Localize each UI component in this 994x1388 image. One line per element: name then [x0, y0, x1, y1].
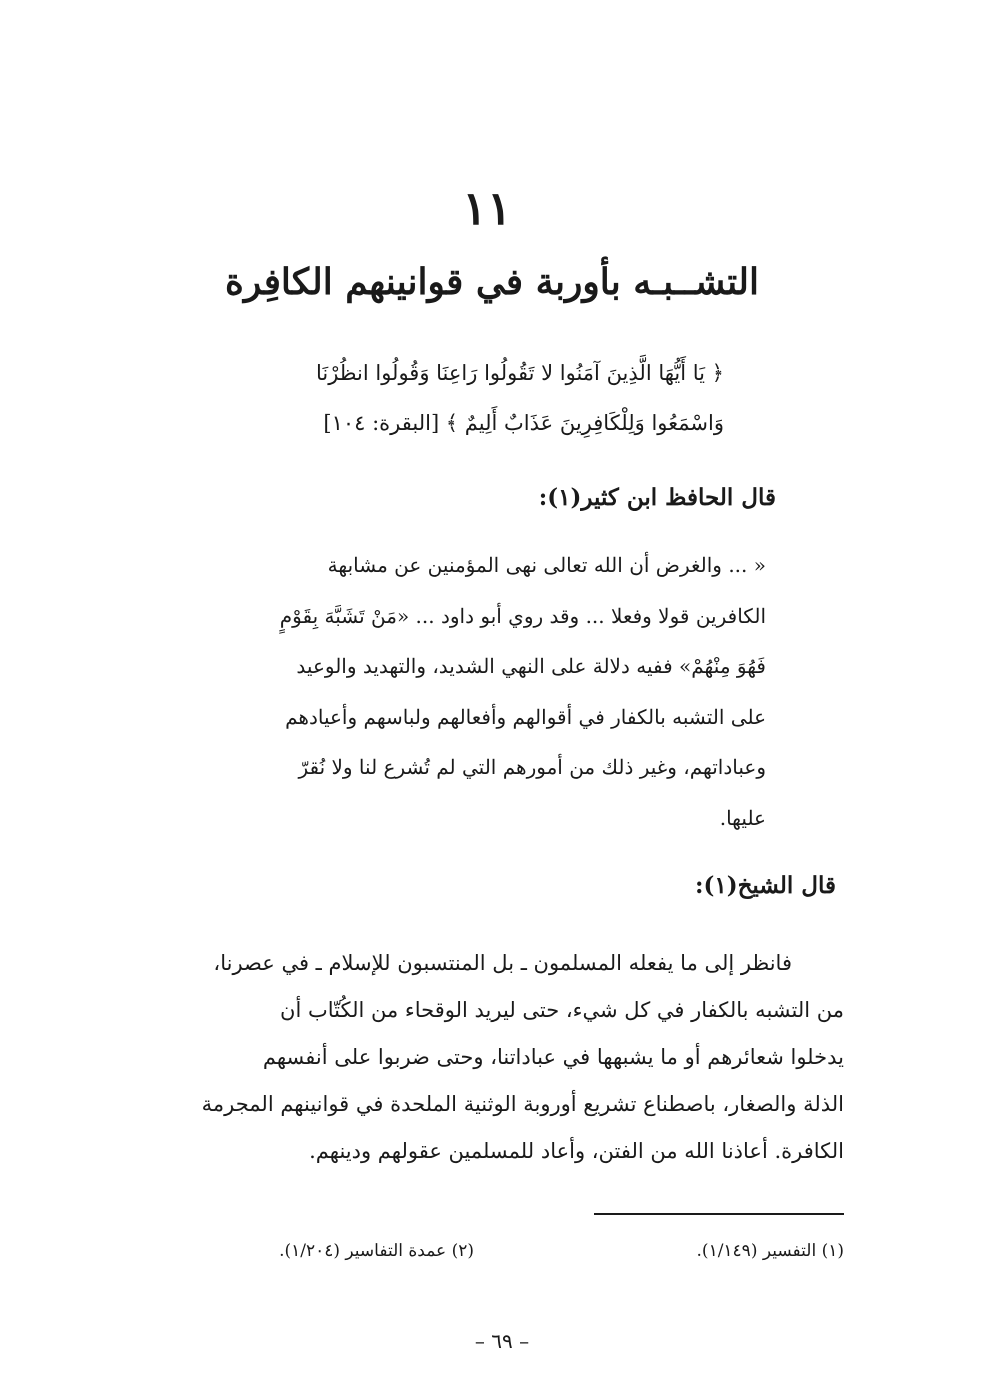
shaykh-heading: قال الشيخ(١):: [694, 872, 836, 899]
footnotes: [144, 1236, 844, 1266]
verse-line: ﴿ يَا أَيُّهَا الَّذِينَ آمَنُوا لا تَقُولُوا رَاعِنَا وَقُولُوا انظُرْنَا: [315, 361, 724, 385]
paragraph-line: فانظر إلى ما يفعله المسلمون ـ بل المنتسبون للإسلام ـ في عصرنا،: [213, 951, 792, 975]
quote-line: « ... والغرض أن الله تعالى نهى المؤمنين عن مشابهة: [327, 553, 766, 577]
quote-line: وعباداتهم، وغير ذلك من أمورهم التي لم تُشرع لنا ولا نُقرّ: [298, 755, 766, 779]
chapter-number: ١١: [462, 181, 512, 235]
footnote-2: (٢) عمدة التفاسير (١/٢٠٤).: [279, 1241, 474, 1261]
footnote-1: (١) التفسير (١/١٤٩).: [696, 1241, 844, 1261]
quote-line: عليها.: [719, 805, 766, 830]
quote-line: على التشبه بالكفار في أقوالهم وأفعالهم ولباسهم وأعيادهم: [285, 704, 766, 729]
paragraph-line: الذلة والصغار، باصطناع تشريع أوروبة الوثنية الملحدة في قوانينهم المجرمة: [201, 1092, 844, 1116]
footnote-divider: [594, 1213, 844, 1215]
verse-line: وَاسْمَعُوا وَلِلْكَافِرِينَ عَذَابٌ أَلِيمٌ ﴾ [البقرة: ١٠٤]: [323, 411, 724, 435]
paragraph-line: يدخلوا شعائرهم أو ما يشبهها في عباداتنا، وحتى ضربوا على أنفسهم: [262, 1045, 844, 1069]
quote-line: الكافرين قولا وفعلا ... وقد روي أبو داود ... «مَنْ تَشَبَّهَ بِقَوْمٍ: [279, 603, 766, 628]
quote-line: فَهُوَ مِنْهُمْ» ففيه دلالة على النهي الشديد، والتهديد والوعيد: [296, 654, 766, 678]
paragraph-line: من التشبه بالكفار في كل شيء، حتى ليريد الوقحاء من الكُتّاب أن: [280, 998, 844, 1022]
paragraph-line: الكافرة. أعاذنا الله من الفتن، وأعاد للمسلمين عقولهم ودينهم.: [309, 1139, 844, 1163]
page-number: – ٦٩ –: [474, 1329, 530, 1353]
ibn-kathir-quote: [226, 540, 766, 843]
chapter-title: التشــبـه بأوربة في قوانينهم الكافِرة: [224, 261, 760, 303]
ibn-kathir-heading: قال الحافظ ابن كثير(١):: [538, 484, 776, 511]
shaykh-paragraph: [144, 940, 844, 1175]
quran-verse: [234, 348, 724, 448]
